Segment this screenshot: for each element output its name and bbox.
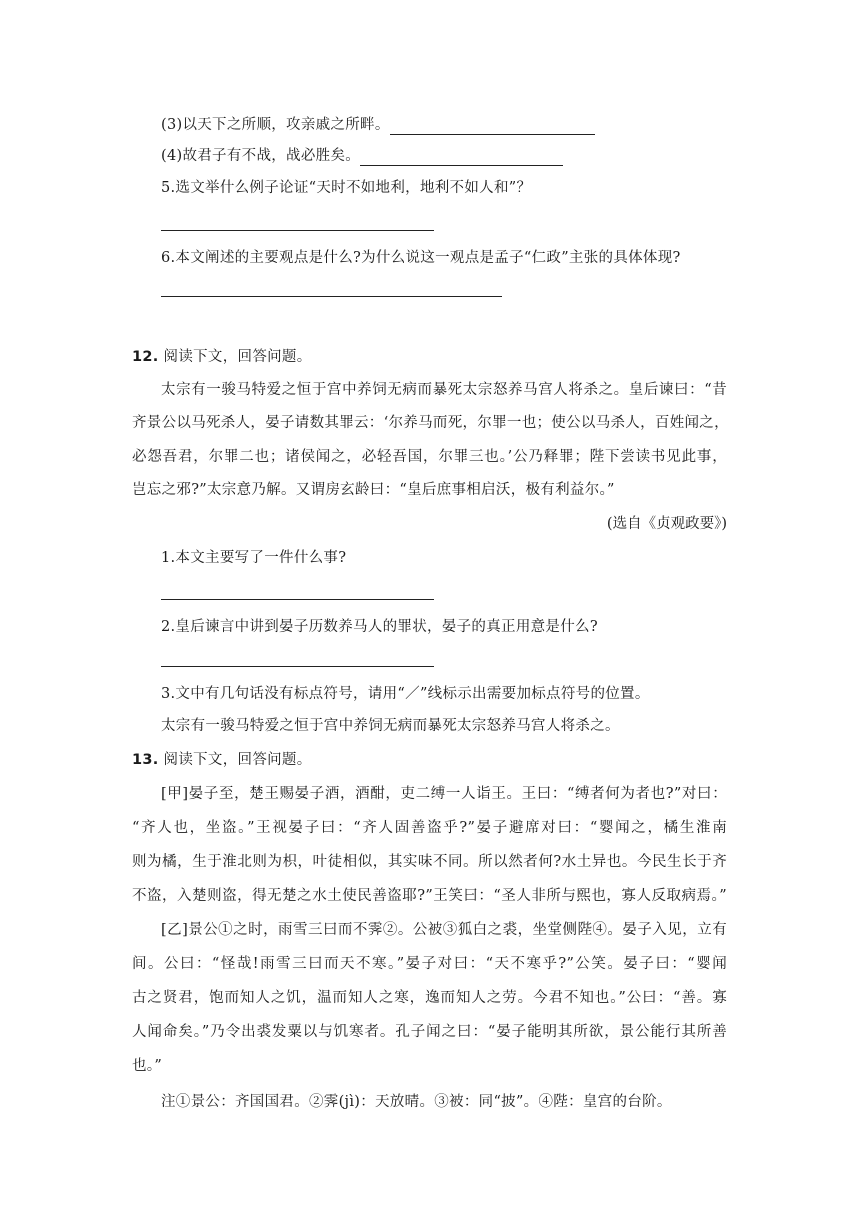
passage-line: 太宗有一骏马特爱之恒于宫中养饲无病而暴死太宗怒养马宫人将杀之。皇后谏曰：“昔 <box>161 382 727 398</box>
passage-yi-line: 人闻命矣。”乃令出裘发粟以与饥寒者。孔子闻之曰：“晏子能明其所欲，景公能行其所善 <box>132 1024 727 1040</box>
passage-line: 岂忘之邪?”太宗意乃解。又谓房玄龄曰：“皇后庶事相启沃，极有利益尔。” <box>132 482 615 498</box>
answer-line[interactable] <box>161 296 502 297</box>
question-number: 13. <box>132 752 159 768</box>
sub-question-3: 3.文中有几句话没有标点符号，请用“／”线标示出需要加标点符号的位置。 <box>161 686 650 702</box>
question-number: 12. <box>132 349 159 365</box>
passage-jia-line: 则为橘，生于淮北则为枳，叶徒相似，其实味不同。所以然者何?水土异也。今民生长于齐 <box>132 854 727 870</box>
passage-line: 必怨吾君，尔罪二也；诸侯闻之，必轻吾国，尔罪三也。’公乃释罪；陛下尝读书见此事， <box>132 449 727 465</box>
passage-yi-line: 也。” <box>132 1058 163 1074</box>
answer-line[interactable] <box>161 666 434 667</box>
source-citation: (选自《贞观政要》) <box>606 516 727 532</box>
question-3-text: (3)以天下之所顺，攻亲戚之所畔。 <box>161 117 390 133</box>
passage-jia-line: [甲]晏子至，楚王赐晏子酒，酒酣，吏二缚一人诣王。王曰：“缚者何为者也?”对曰： <box>161 786 727 802</box>
answer-blank[interactable] <box>360 150 563 166</box>
passage-yi-line: 古之贤君，饱而知人之饥，温而知人之寒，逸而知人之劳。今君不知也。”公曰：“善。寡 <box>132 990 727 1006</box>
question-12-heading <box>132 347 312 367</box>
sub-question-2: 2.皇后谏言中讲到晏子历数养马人的罪状，晏子的真正用意是什么? <box>161 619 598 635</box>
passage-jia-line: 不盗，入楚则盗，得无楚之水土使民善盗耶?”王笑曰：“圣人非所与熙也，寡人反取病焉。” <box>132 888 727 904</box>
question-5-text: 5.选文举什么例子论证“天时不如地利，地利不如人和”？ <box>161 180 532 196</box>
sub-question-1: 1.本文主要写了一件什么事? <box>161 550 347 566</box>
question-3-line <box>161 115 595 135</box>
question-prompt: 阅读下文，回答问题。 <box>163 349 312 365</box>
passage-yi-line: 间。公曰：“怪哉!雨雪三曰而天不寒。”晏子对曰：“天不寒乎?”公笑。晏子曰：“婴闻 <box>132 956 727 972</box>
passage-line: 齐景公以马死杀人，晏子请数其罪云：‘尔养马而死，尔罪一也；使公以马杀人，百姓闻之， <box>132 415 729 431</box>
sub-question-3-passage: 太宗有一骏马特爱之恒于宫中养饲无病而暴死太宗怒养马宫人将杀之。 <box>161 718 620 734</box>
answer-blank[interactable] <box>390 119 595 135</box>
answer-line[interactable] <box>161 230 434 231</box>
question-prompt: 阅读下文，回答问题。 <box>163 752 312 768</box>
answer-line[interactable] <box>161 599 434 600</box>
question-13-heading <box>132 750 312 770</box>
question-6-text: 6.本文阐述的主要观点是什么?为什么说这一观点是孟子“仁政”主张的具体体现? <box>161 250 681 266</box>
passage-jia-line: “齐人也，坐盗。”王视晏子曰：“齐人固善盗乎?”晏子避席对曰：“婴闻之，橘生淮南 <box>132 820 727 836</box>
passage-yi-line: [乙]景公①之时，雨雪三曰而不霁②。公被③狐白之裘，坐堂侧陛④。晏子入见，立有 <box>161 922 727 938</box>
footnote: 注①景公：齐国国君。②霁(jì)：天放晴。③被：同“披”。④陛：皇宫的台阶。 <box>161 1094 672 1110</box>
question-4-line <box>161 146 563 166</box>
question-4-text: (4)故君子有不战，战必胜矣。 <box>161 148 361 164</box>
